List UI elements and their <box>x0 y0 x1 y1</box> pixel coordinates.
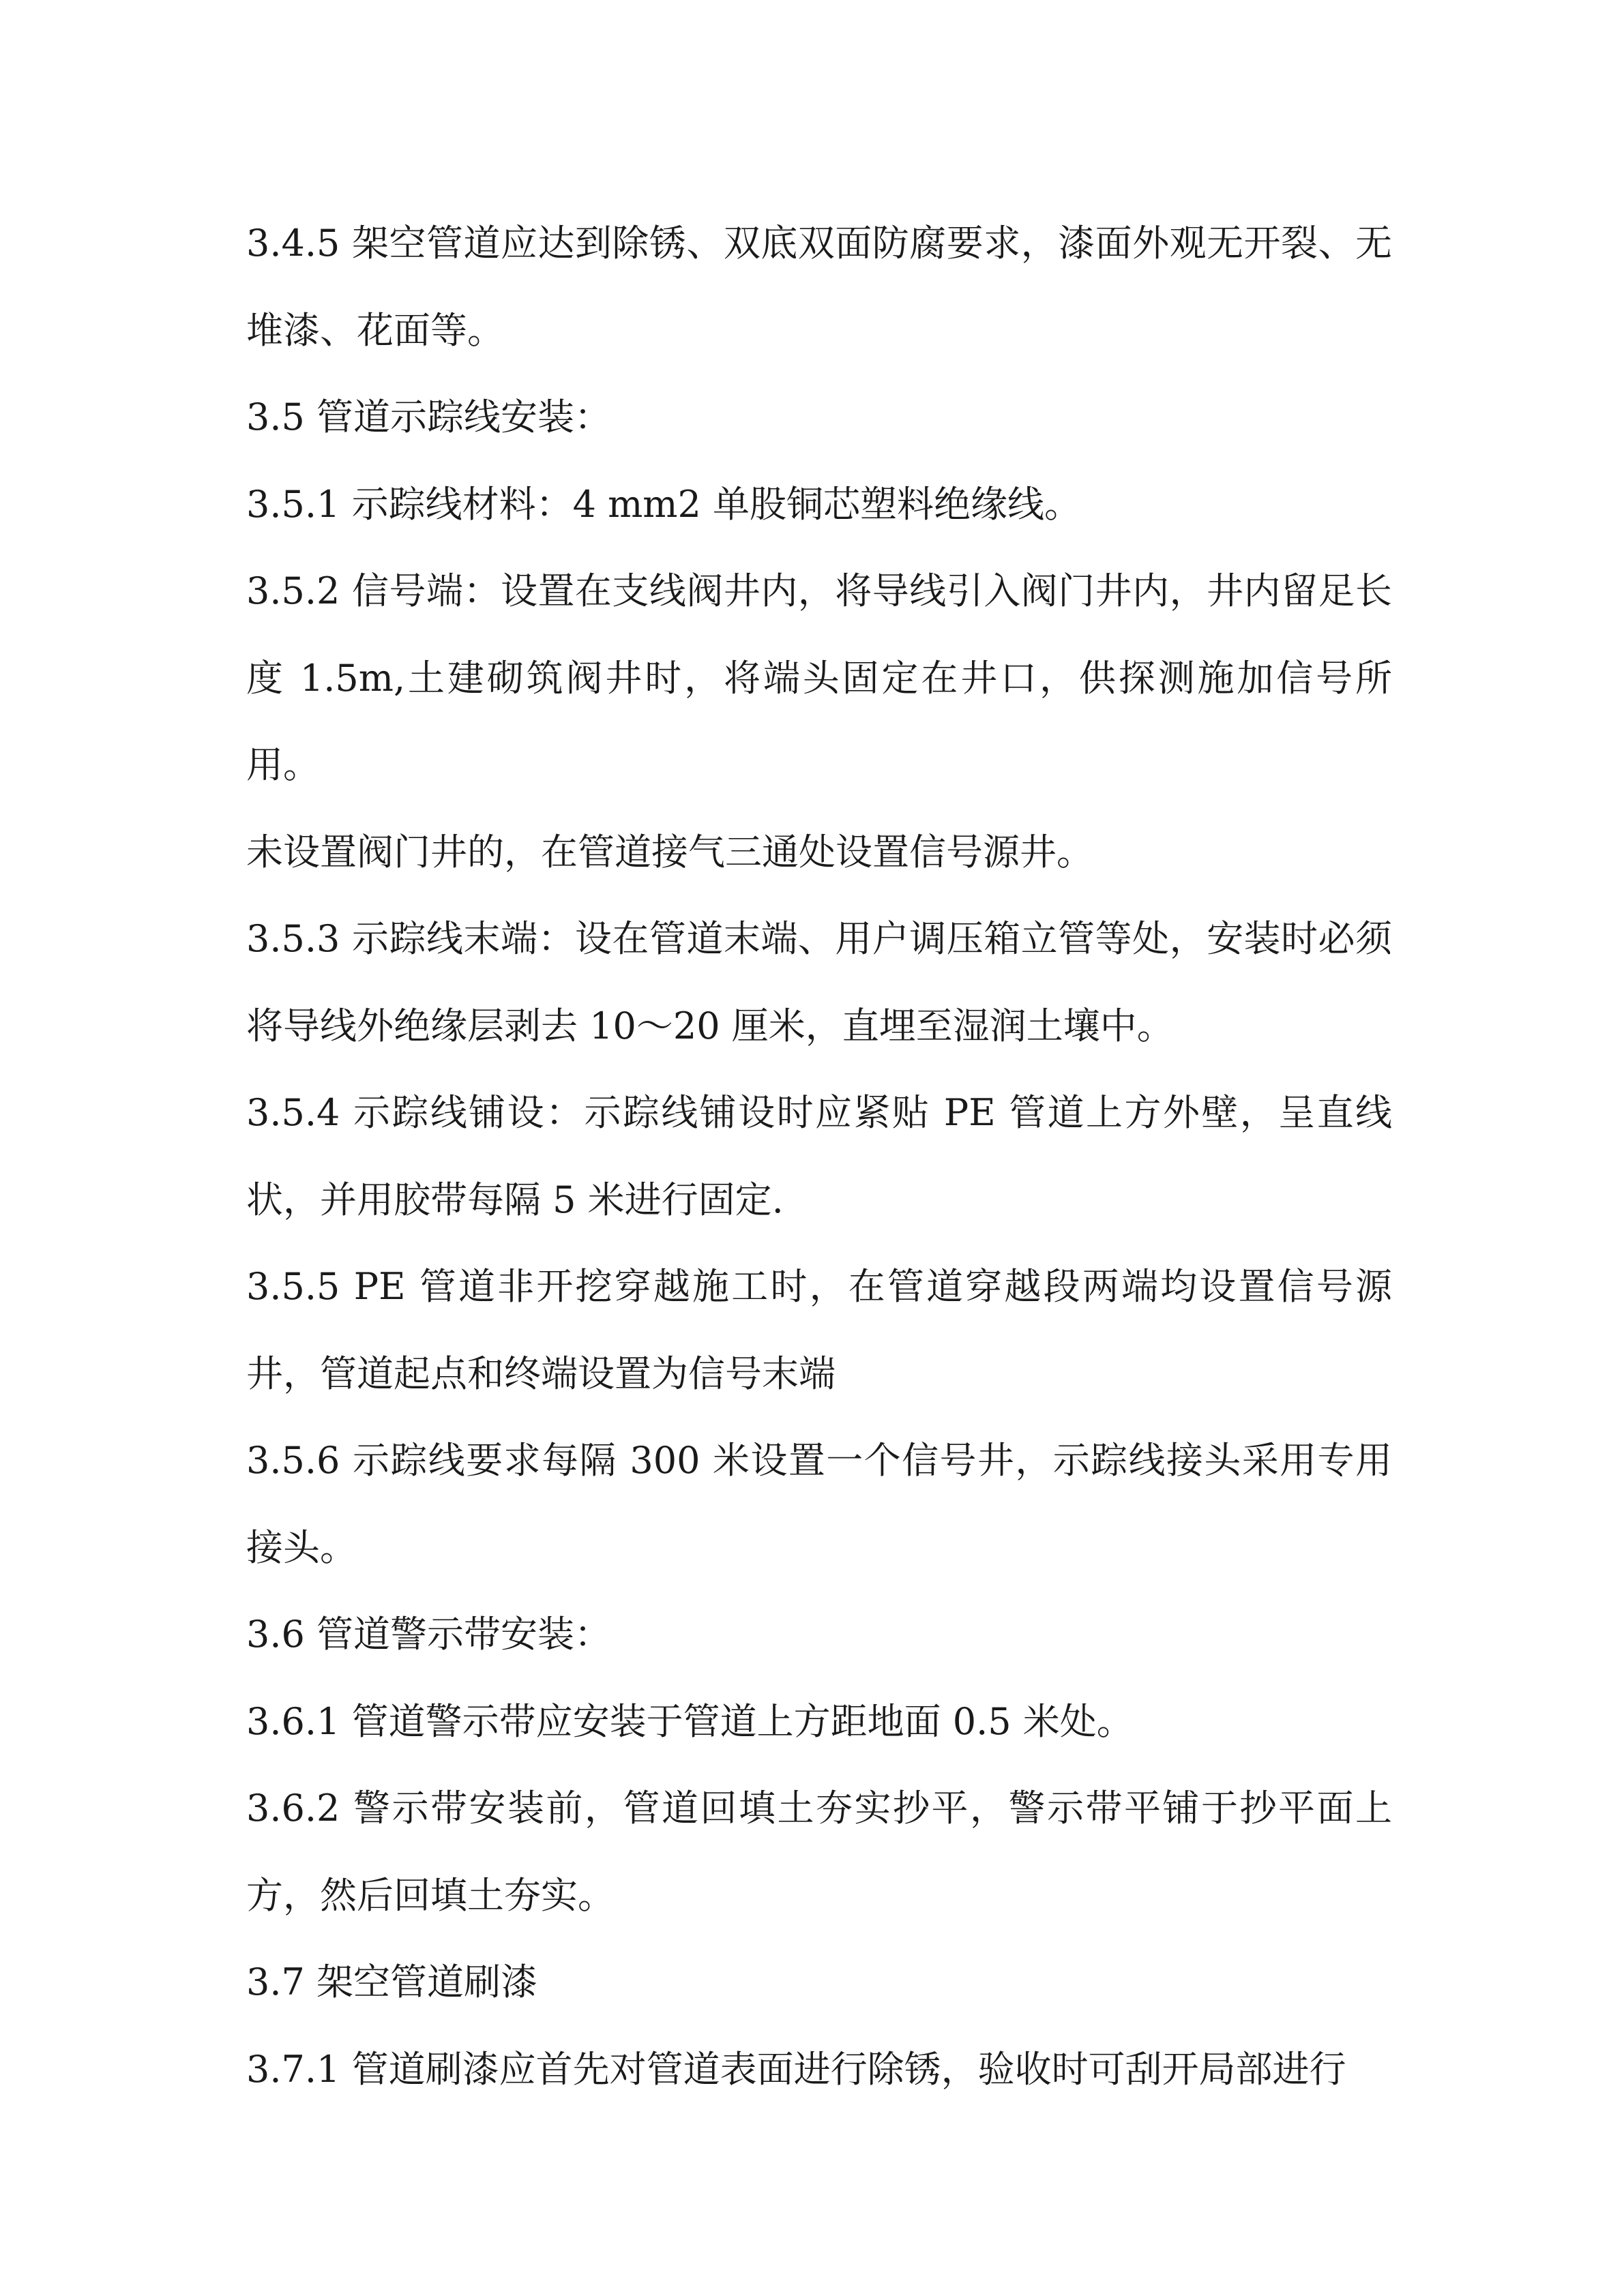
paragraph-3-5-3: 3.5.3 示踪线末端：设在管道末端、用户调压箱立管等处，安装时必须将导线外绝缘层剥去 10～20 厘米，直埋至湿润土壤中。 <box>246 917 1392 1047</box>
paragraph-3-5-6: 3.5.6 示踪线要求每隔 300 米设置一个信号井，示踪线接头采用专用接头。 <box>246 1439 1392 1569</box>
paragraph-3-6-2: 3.6.2 警示带安装前，管道回填土夯实抄平，警示带平铺于抄平面上方，然后回填土夯实。 <box>246 1787 1392 1917</box>
document-body <box>246 200 1392 2113</box>
heading-3-7: 3.7 架空管道刷漆 <box>246 1960 538 2003</box>
paragraph-3-5-2: 3.5.2 信号端：设置在支线阀井内，将导线引入阀门井内，井内留足长度 1.5m,土建砌筑阀井时，将端头固定在井口，供探测施加信号所用。 <box>246 569 1392 786</box>
heading-3-6: 3.6 管道警示带安装： <box>246 1613 612 1656</box>
paragraph-3-6-1: 3.6.1 管道警示带应安装于管道上方距地面 0.5 米处。 <box>246 1699 1134 1743</box>
paragraph-3-5-1: 3.5.1 示踪线材料：4 mm2 单股铜芯塑料绝缘线。 <box>246 482 1082 526</box>
paragraph-3-5-5: 3.5.5 PE 管道非开挖穿越施工时，在管道穿越段两端均设置信号源井，管道起点和终端设置为信号末端 <box>246 1265 1392 1395</box>
paragraph-no-valve-well: 未设置阀门井的，在管道接气三通处设置信号源井。 <box>246 830 1093 874</box>
paragraph-3-4-5: 3.4.5 架空管道应达到除锈、双底双面防腐要求，漆面外观无开裂、无堆漆、花面等。 <box>246 222 1392 352</box>
paragraph-3-7-1: 3.7.1 管道刷漆应首先对管道表面进行除锈，验收时可刮开局部进行 <box>246 2047 1346 2091</box>
paragraph-3-5-4: 3.5.4 示踪线铺设：示踪线铺设时应紧贴 PE 管道上方外壁，呈直线状，并用胶带每隔 5 米进行固定. <box>246 1091 1392 1221</box>
heading-3-5: 3.5 管道示踪线安装： <box>246 396 612 438</box>
